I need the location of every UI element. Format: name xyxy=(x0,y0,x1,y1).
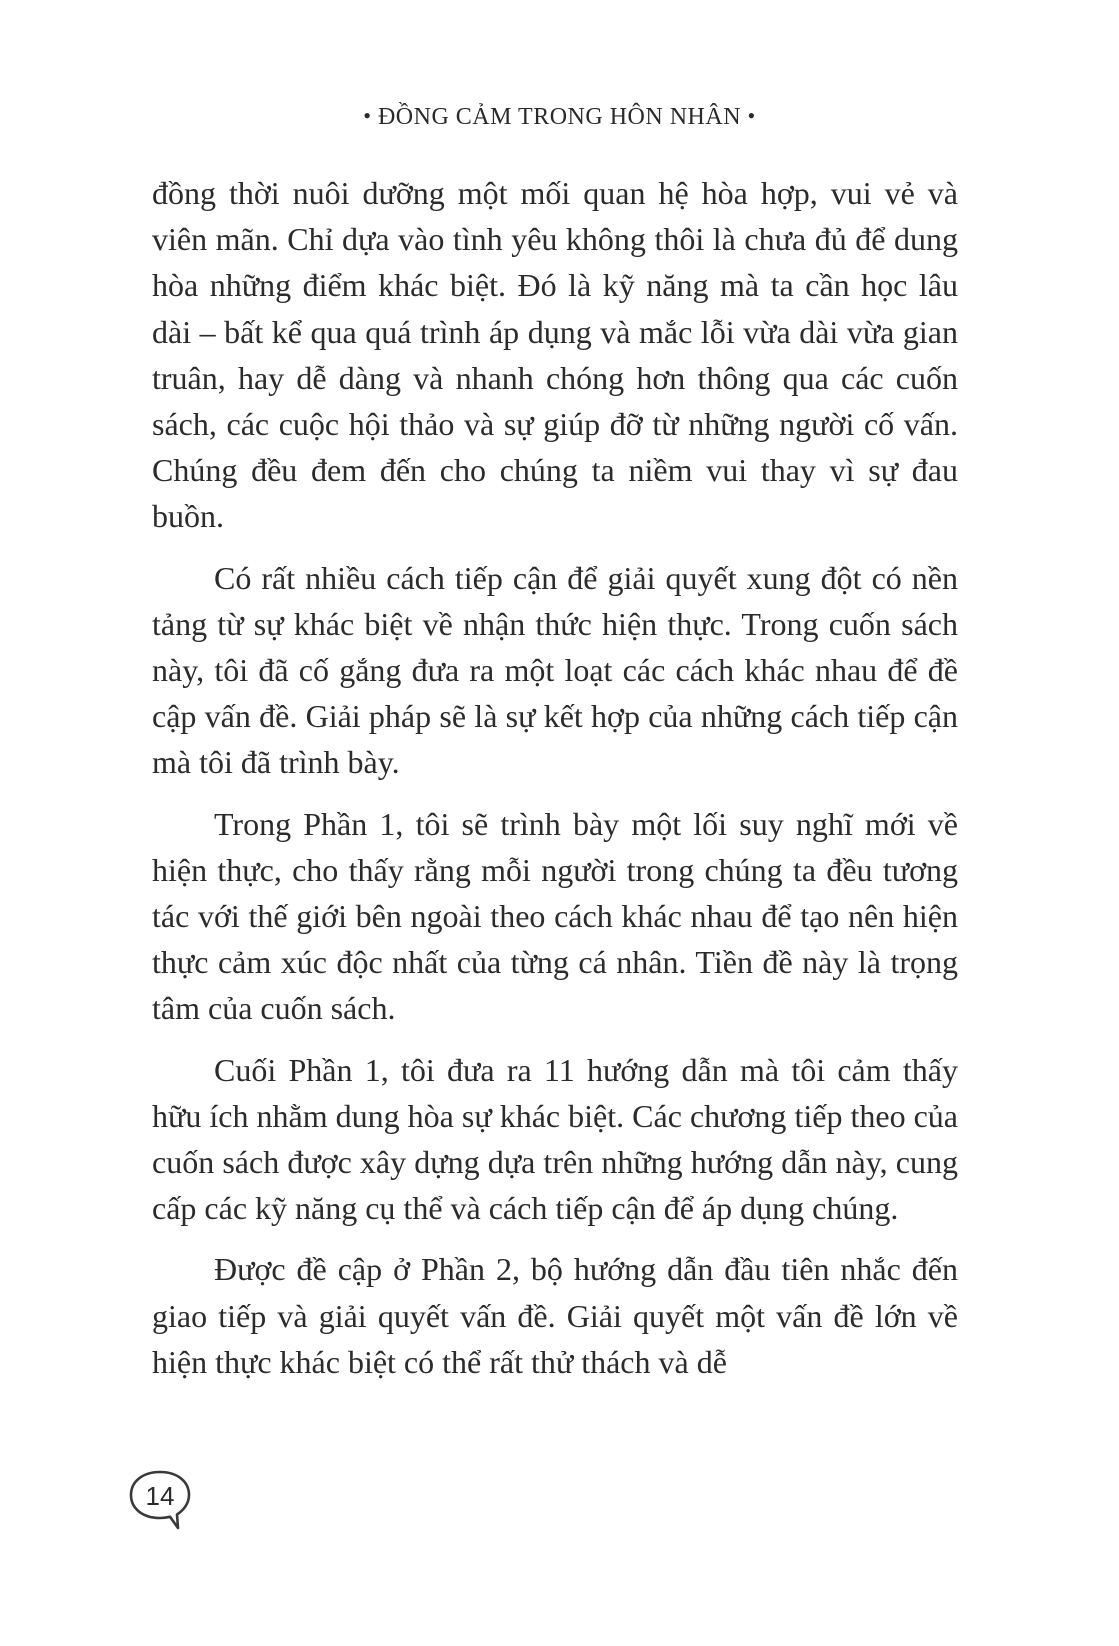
paragraph-3: Trong Phần 1, tôi sẽ trình bày một lối suy nghĩ mới về hiện thực, cho thấy rằng mỗi người trong chúng ta đều tương tác với thế giới bên ngoài theo cách khác nhau để tạo nên hiện thực cảm xúc độc nhất của từng cá nhân. Tiền đề này là trọng tâm của cuốn sách. xyxy=(152,805,958,1027)
paragraph-2: Có rất nhiều cách tiếp cận để giải quyết xung đột có nền tảng từ sự khác biệt về nhận thức hiện thực. Trong cuốn sách này, tôi đã cố gắng đưa ra một loạt các cách khác nhau để đề cập vấn đề. Giải pháp sẽ là sự kết hợp của những cách tiếp cận mà tôi đã trình bày. xyxy=(152,559,958,781)
running-header xyxy=(0,104,1119,131)
header-bullet-left: • xyxy=(363,103,372,128)
header-title: ĐỒNG CẢM TRONG HÔN NHÂN xyxy=(377,104,742,130)
header-bullet-right: • xyxy=(747,103,756,128)
paragraph-5: Được đề cập ở Phần 2, bộ hướng dẫn đầu tiên nhắc đến giao tiếp và giải quyết vấn đề. Giải quyết một vấn đề lớn về hiện thực khác biệt có thể rất thử thách và dễ xyxy=(152,1251,958,1380)
page-number-badge xyxy=(128,1468,200,1534)
page-number: 14 xyxy=(145,1481,175,1511)
paragraph-4: Cuối Phần 1, tôi đưa ra 11 hướng dẫn mà tôi cảm thấy hữu ích nhằm dung hòa sự khác biệt. Các chương tiếp theo của cuốn sách được xây dựng dựa trên những hướng dẫn này, cung cấp các kỹ năng cụ thể và cách tiếp cận để áp dụng chúng. xyxy=(152,1051,958,1227)
paragraph-1: đồng thời nuôi dưỡng một mối quan hệ hòa hợp, vui vẻ và viên mãn. Chỉ dựa vào tình yêu không thôi là chưa đủ để dung hòa những điểm khác biệt. Đó là kỹ năng mà ta cần học lâu dài – bất kể qua quá trình áp dụng và mắc lỗi vừa dài vừa gian truân, hay dễ dàng và nhanh chóng hơn thông qua các cuốn sách, các cuộc hội thảo và sự giúp đỡ từ những người cố vấn. Chúng đều đem đến cho chúng ta niềm vui thay vì sự đau buồn. xyxy=(152,175,958,535)
body-text xyxy=(152,170,958,1400)
